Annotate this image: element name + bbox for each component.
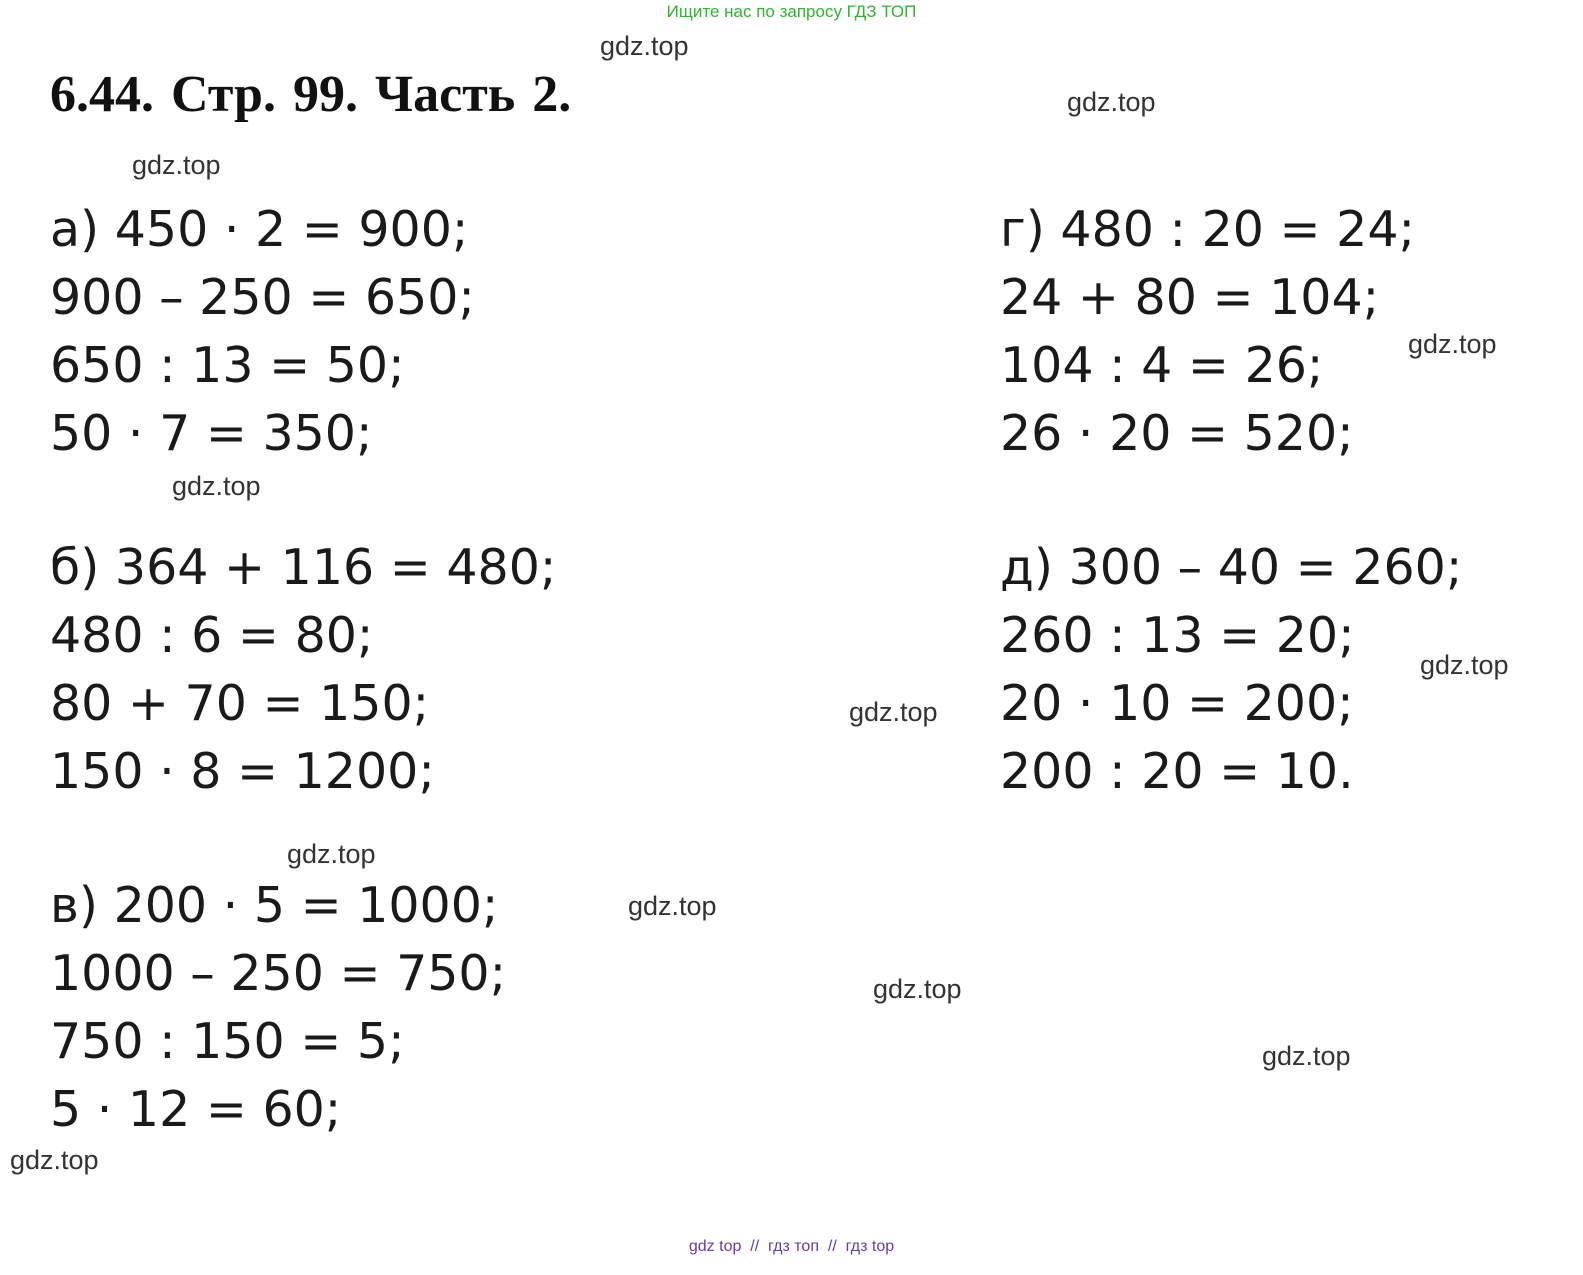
equation-line: 480 : 6 = 80; <box>50 607 374 664</box>
page-title: 6.44. Стр. 99. Часть 2. <box>50 66 572 123</box>
solution-block-g <box>1000 196 1415 468</box>
equation-line: 750 : 150 = 5; <box>50 1013 405 1070</box>
watermark: gdz.top <box>1408 329 1497 359</box>
search-banner: Ищите нас по запросу ГДЗ ТОП <box>666 2 917 21</box>
watermark: gdz.top <box>1420 650 1509 680</box>
watermark: gdz.top <box>600 31 689 61</box>
watermark: gdz.top <box>1262 1041 1351 1071</box>
watermark: gdz.top <box>849 697 938 727</box>
equation-line: а) 450 · 2 = 900; <box>50 201 469 258</box>
equation-line: 104 : 4 = 26; <box>1000 337 1324 394</box>
equation-line: 200 : 20 = 10. <box>1000 743 1354 800</box>
equation-line: в) 200 · 5 = 1000; <box>50 877 499 934</box>
equation-line: 1000 – 250 = 750; <box>50 945 507 1002</box>
watermark: gdz.top <box>1067 87 1156 117</box>
solution-block-v <box>50 872 506 1144</box>
watermark: gdz.top <box>10 1145 99 1175</box>
equation-line: 150 · 8 = 1200; <box>50 743 435 800</box>
equation-line: 900 – 250 = 650; <box>50 269 475 326</box>
equation-line: 260 : 13 = 20; <box>1000 607 1355 664</box>
footer-watermark: gdz top // гдз топ // гдз top <box>688 1238 895 1255</box>
watermark: gdz.top <box>132 150 221 180</box>
equation-line: д) 300 – 40 = 260; <box>1000 539 1463 596</box>
equation-line: 24 + 80 = 104; <box>1000 269 1380 326</box>
solution-block-a <box>50 196 475 468</box>
equation-line: 26 · 20 = 520; <box>1000 405 1354 462</box>
solution-block-b <box>50 534 556 806</box>
equation-line: 80 + 70 = 150; <box>50 675 430 732</box>
equation-line: 650 : 13 = 50; <box>50 337 405 394</box>
watermark: gdz.top <box>172 471 261 501</box>
equation-line: 5 · 12 = 60; <box>50 1081 342 1138</box>
equation-line: 20 · 10 = 200; <box>1000 675 1354 732</box>
equation-line: б) 364 + 116 = 480; <box>50 539 557 596</box>
equation-line: г) 480 : 20 = 24; <box>1000 201 1416 258</box>
watermark: gdz.top <box>628 891 717 921</box>
solution-block-d <box>1000 534 1462 806</box>
equation-line: 50 · 7 = 350; <box>50 405 373 462</box>
watermark: gdz.top <box>287 839 376 869</box>
watermark: gdz.top <box>873 974 962 1004</box>
